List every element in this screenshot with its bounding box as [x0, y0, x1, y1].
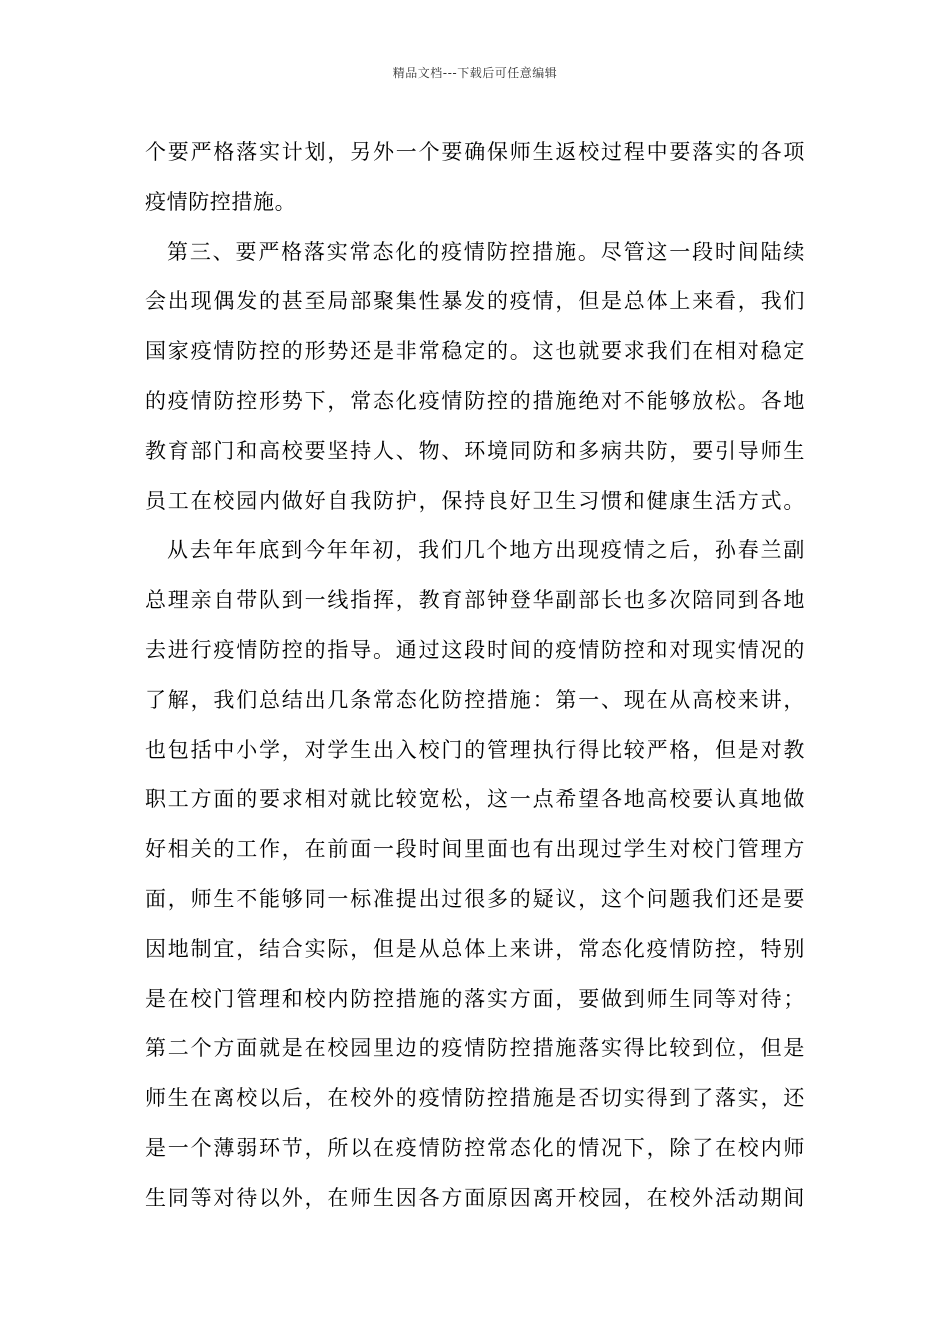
text-line: 职工方面的要求相对就比较宽松，这一点希望各地高校要认真地做 [145, 787, 805, 812]
text-line: 个要严格落实计划，另外一个要确保师生返校过程中要落实的各项 [145, 140, 805, 164]
text-line: 员工在校园内做好自我防护，保持良好卫生习惯和健康生活方式。 [145, 488, 805, 513]
text-line: 总理亲自带队到一线指挥，教育部钟登华副部长也多次陪同到各地 [145, 588, 805, 613]
page-header: 精品文档---下载后可任意编辑 [392, 66, 558, 80]
text-line: 的疫情防控形势下，常态化疫情防控的措施绝对不能够放松。各地 [145, 388, 805, 413]
text-line: 第二个方面就是在校园里边的疫情防控措施落实得比较到位，但是 [145, 1036, 805, 1061]
text-line: 面，师生不能够同一标准提出过很多的疑议，这个问题我们还是要 [145, 886, 805, 911]
text-line: 是在校门管理和校内防控措施的落实方面，要做到师生同等对待； [145, 986, 805, 1011]
text-line: 是一个薄弱环节，所以在疫情防控常态化的情况下，除了在校内师 [145, 1135, 805, 1160]
text-line: 国家疫情防控的形势还是非常稳定的。这也就要求我们在相对稳定 [145, 339, 805, 364]
text-line: 生同等对待以外，在师生因各方面原因离开校园，在校外活动期间 [145, 1185, 805, 1210]
text-line: 好相关的工作，在前面一段时间里面也有出现过学生对校门管理方 [145, 837, 805, 862]
text-line: 疫情防控措施。 [145, 189, 297, 214]
text-line: 师生在离校以后，在校外的疫情防控措施是否切实得到了落实，还 [145, 1086, 805, 1111]
document-body [145, 128, 805, 1224]
text-line: 去进行疫情防控的指导。通过这段时间的疫情防控和对现实情况的 [145, 637, 805, 662]
paragraph-first-line: 第三、要严格落实常态化的疫情防控措施。尽管这一段时间陆续 [167, 239, 805, 264]
text-line: 也包括中小学，对学生出入校门的管理执行得比较严格，但是对教 [145, 737, 805, 762]
paragraph-first-line: 从去年年底到今年年初，我们几个地方出现疫情之后，孙春兰副 [167, 538, 805, 563]
text-line: 因地制宜，结合实际，但是从总体上来讲，常态化疫情防控，特别 [145, 936, 805, 961]
text-line: 了解，我们总结出几条常态化防控措施：第一、现在从高校来讲， [145, 687, 805, 712]
text-line: 会出现偶发的甚至局部聚集性暴发的疫情，但是总体上来看，我们 [145, 289, 805, 314]
text-line: 教育部门和高校要坚持人、物、环境同防和多病共防，要引导师生 [145, 438, 805, 463]
